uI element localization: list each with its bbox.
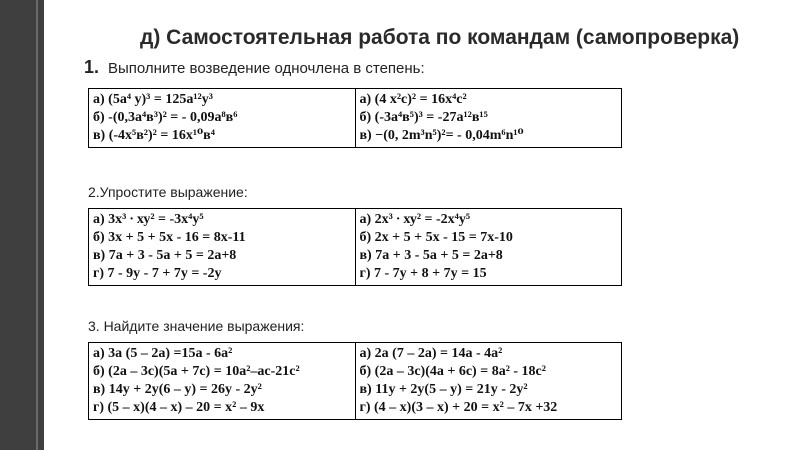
- task1-left-line: б) -(0,3а⁴в³)² = - 0,09а⁸в⁶: [93, 110, 238, 125]
- task2-left-line: в) 7а + 3 - 5а + 5 = 2а+8: [93, 248, 237, 263]
- task3-left-line: а) 3а (5 – 2а) =15а - 6а²: [93, 346, 233, 361]
- task2-right-line: в) 7а + 3 - 5а + 5 = 2а+8: [359, 248, 503, 263]
- task3-right-cell: [355, 343, 622, 420]
- task1-right-cell: [355, 89, 622, 148]
- task2-right-line: г) 7 - 7у + 8 + 7у = 15: [359, 266, 487, 281]
- task3-right-line: б) (2а – 3с)(4а + 6с) = 8а² - 18с²: [359, 364, 546, 379]
- task2-right-cell: [355, 209, 622, 286]
- task2-left-line: г) 7 - 9у - 7 + 7у = -2у: [93, 266, 222, 281]
- task1-left-line: в) (-4х⁵в²)² = 16х¹⁰в⁴: [93, 128, 215, 143]
- task2-instruction: 2.Упростите выражение:: [88, 184, 248, 200]
- task2-left-line: а) 3х³ ∙ ху² = -3х⁴у⁵: [93, 212, 204, 227]
- task3-left-line: г) (5 – х)(4 – х) – 20 = х² – 9х: [93, 400, 265, 415]
- task1-left-line: а) (5а⁴ у)³ = 125а¹²у³: [93, 92, 213, 107]
- task2-right-line: а) 2х³ ∙ ху² = -2х⁴у⁵: [359, 212, 471, 227]
- task3-left-cell: [89, 343, 356, 420]
- task1-right-line: а) (4 х²с)² = 16х⁴с²: [359, 92, 467, 107]
- task3-right-line: в) 11у + 2у(5 – у) = 21у - 2у²: [359, 382, 528, 397]
- task2-left-cell: [89, 209, 356, 286]
- task2-table: [88, 208, 622, 286]
- task1-right-line: в) −(0, 2m³n⁵)²= - 0,04m⁶n¹⁰: [359, 128, 524, 143]
- task3-table: [88, 342, 622, 420]
- task1-table: [88, 88, 622, 148]
- task3-left-line: в) 14у + 2у(6 – у) = 26у - 2у²: [93, 382, 262, 397]
- task3-instruction: 3. Найдите значение выражения:: [88, 318, 305, 334]
- task2-left-line: б) 3х + 5 + 5х - 16 = 8х-11: [93, 230, 246, 245]
- task2-right-line: б) 2х + 5 + 5х - 15 = 7х-10: [359, 230, 513, 245]
- task3-right-line: г) (4 – х)(3 – х) + 20 = х² – 7х +32: [359, 400, 558, 415]
- slide-title: д) Самостоятельная работа по командам (самопроверка): [140, 26, 740, 49]
- task1-right-line: б) (-3а⁴в⁵)³ = -27а¹²в¹⁵: [359, 110, 488, 125]
- task3-left-line: б) (2а – 3с)(5а + 7с) = 10а²–ас-21с²: [93, 364, 300, 379]
- left-bar-divider: [36, 0, 38, 450]
- task1-left-cell: [89, 89, 356, 148]
- task1-instruction: Выполните возведение одночлена в степень:: [108, 60, 425, 77]
- task3-right-line: а) 2а (7 – 2а) = 14а - 4а²: [359, 346, 503, 361]
- task1-number: 1.: [84, 57, 100, 77]
